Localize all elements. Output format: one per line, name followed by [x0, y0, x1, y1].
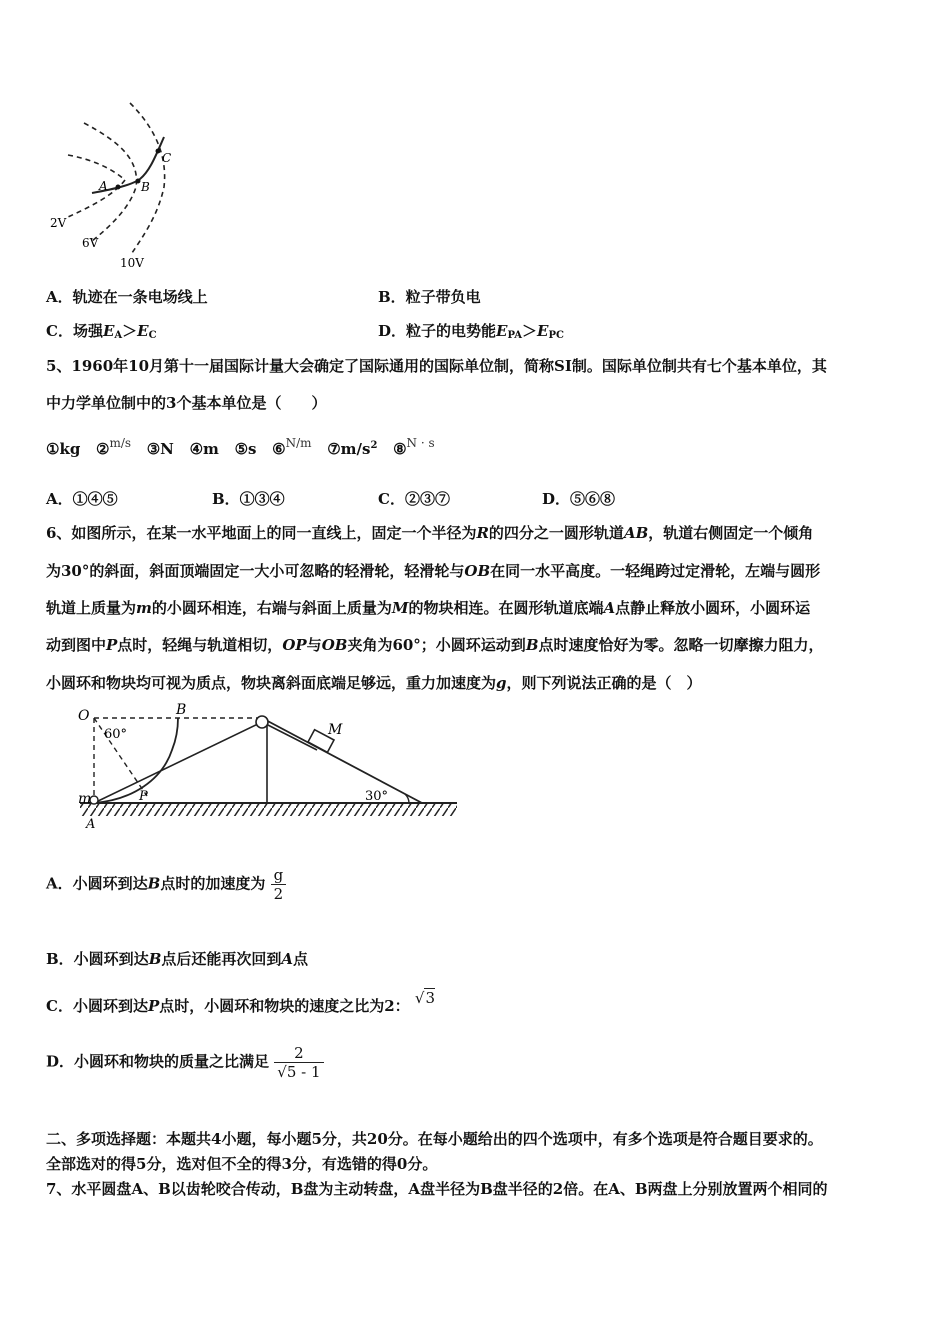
q6-opt-a-num: g — [273, 866, 284, 884]
q6-l4-ob: OB — [321, 636, 348, 654]
q6-stem-line1 — [46, 522, 813, 543]
q4-option-c — [46, 320, 157, 341]
q6-opt-a-fraction — [271, 866, 287, 903]
q6-l2-b: 在同一水平高度。一轻绳跨过定滑轮，左端与圆形 — [490, 562, 821, 580]
q6-opt-c-sqrt-sign: √ — [414, 989, 425, 1007]
q6-opt-d-fraction — [274, 1044, 323, 1081]
q6-l3-b: 的小圆环相连，右端与斜面上质量为 — [151, 599, 392, 617]
rope-right — [262, 722, 317, 750]
q6-opt-a-b: B — [147, 874, 161, 893]
q6-l5-g: g — [496, 674, 507, 692]
track-incline-figure — [72, 700, 462, 830]
q5-stem-line2: 中力学单位制中的3个基本单位是（ ） — [46, 394, 327, 412]
equipotential-figure — [40, 95, 190, 275]
q4-option-d-gt: ＞ — [522, 322, 538, 340]
q4-option-c-e1: E — [102, 322, 115, 340]
q4-option-b: B．粒子带负电 — [378, 288, 481, 306]
q4-option-c-prefix: C．场强 — [46, 322, 103, 340]
q6-opt-a-den: 2 — [271, 884, 287, 903]
q6-stem-line3 — [46, 597, 810, 618]
q6-l5-b: ，则下列说法正确的是（ ） — [506, 674, 702, 692]
q4-option-c-gt: ＞ — [122, 322, 138, 340]
q6-l3-c: 的物块相连。在圆形轨道底端 — [408, 599, 604, 617]
q5-unit-2-value: m/s — [109, 436, 132, 450]
q6-opt-a-pre: A．小圆环到达 — [46, 874, 148, 893]
point-c-dot — [156, 149, 161, 154]
label-o: O — [78, 708, 90, 724]
q6-l3-M: M — [391, 599, 409, 617]
q6-l5-a: 小圆环和物块均可视为质点，物块离斜面底端足够远，重力加速度为 — [46, 674, 497, 692]
q4-option-a: A．轨迹在一条电场线上 — [46, 288, 208, 306]
q6-l4-op: OP — [282, 636, 307, 654]
q4-option-d-e2: E — [537, 322, 549, 340]
q6-opt-d-den-radicand: 5 — [286, 1063, 297, 1081]
q6-l4-p: P — [106, 636, 118, 654]
label-block-m: M — [328, 722, 343, 738]
q4-option-d-s1: PA — [507, 330, 523, 341]
q5-units-row — [46, 436, 435, 458]
section2-line2: 全部选对的得5分，选对但不全的得3分，有选错的得0分。 — [46, 1155, 438, 1173]
q5-unit-7-mark: ⑦m/s — [327, 440, 371, 458]
q6-l1-c: ，轨道右侧固定一个倾角 — [648, 524, 814, 542]
label-60: 60° — [104, 727, 128, 742]
q6-opt-b-a: A — [281, 950, 294, 968]
point-a-dot — [116, 185, 121, 190]
equipotential-line-10v — [130, 103, 165, 253]
q6-l1-a: 6、如图所示，在某一水平地面上的同一直线上，固定一个半径为 — [46, 524, 477, 542]
q5-option-d: D．⑤⑥⑧ — [542, 490, 616, 508]
q5-unit-2-mark: ② — [96, 440, 110, 458]
q4-option-d-prefix: D．粒子的电势能 — [378, 322, 497, 340]
q6-opt-c-post: 点时，小圆环和物块的速度之比为2： — [159, 997, 410, 1015]
q6-opt-b-pre: B．小圆环到达 — [46, 950, 149, 968]
q6-l4-B: B — [525, 636, 539, 654]
q6-l3-A: A — [603, 599, 616, 617]
q4-option-c-s1: A — [114, 330, 123, 341]
q6-l4-c: 与 — [306, 636, 322, 654]
q5-unit-3: ③N — [146, 440, 174, 458]
q6-l3-a: 轨道上质量为 — [46, 599, 137, 617]
q5-unit-1: ①kg — [46, 440, 81, 458]
label-2v: 2V — [50, 216, 67, 230]
q6-opt-a-post: 点时的加速度为 — [160, 874, 266, 893]
label-a: A — [86, 817, 96, 830]
q6-option-b — [46, 948, 308, 969]
q5-unit-8-mark: ⑧ — [393, 440, 407, 458]
q4-option-d — [378, 320, 564, 341]
q6-opt-d-den — [274, 1062, 323, 1081]
q4-option-d-e1: E — [496, 322, 508, 340]
q6-opt-b-post: 点 — [293, 950, 309, 968]
pulley — [256, 716, 268, 728]
label-6v: 6V — [82, 236, 99, 250]
label-10v: 10V — [120, 256, 144, 270]
q6-l2-ob: OB — [464, 562, 491, 580]
q6-stem-line2 — [46, 560, 820, 581]
ground-hatching — [80, 804, 457, 816]
q6-l1-ab: AB — [623, 524, 649, 542]
q6-option-a — [46, 866, 286, 903]
q5-unit-6-mark: ⑥ — [272, 440, 286, 458]
q5-unit-7-exp: 2 — [370, 440, 378, 451]
q6-option-d — [46, 1044, 324, 1081]
q6-opt-d-pre: D．小圆环和物块的质量之比满足 — [46, 1052, 270, 1071]
q5-option-b: B．①③④ — [212, 490, 285, 508]
q6-stem-line4 — [46, 634, 824, 655]
q5-unit-5: ⑤s — [234, 440, 257, 458]
q4-option-d-s2: PC — [548, 330, 564, 341]
label-a: A — [99, 179, 108, 193]
q7-stem-line1: 7、水平圆盘A、B以齿轮咬合传动，B盘为主动转盘，A盘半径为B盘半径的2倍。在A、B两盘上分别放置两个相同的 — [46, 1180, 828, 1198]
q6-l3-m: m — [136, 599, 152, 617]
q4-option-c-e2: E — [137, 322, 149, 340]
q6-l4-b: 点时，轻绳与轨道相切， — [117, 636, 283, 654]
equipotential-line-6v — [84, 123, 136, 241]
section2-line1: 二、多项选择题：本题共4小题，每小题5分，共20分。在每小题给出的四个选项中，有多个选项是符合题目要求的。 — [46, 1130, 823, 1148]
q5-stem-line1: 5、1960年10月第十一届国际计量大会确定了国际通用的国际单位制，简称SI制。国际单位制共有七个基本单位，其 — [46, 357, 827, 375]
q6-l1-b: 的四分之一圆形轨道 — [488, 524, 624, 542]
q6-opt-c-p: P — [147, 997, 160, 1015]
q6-l2-a: 为30°的斜面，斜面顶端固定一大小可忽略的轻滑轮，轻滑轮与 — [46, 562, 465, 580]
q6-opt-d-den-rest: - 1 — [296, 1063, 321, 1081]
q6-opt-c-sqrt3 — [415, 989, 435, 1007]
q6-l4-d: 夹角为60°；小圆环运动到 — [347, 636, 526, 654]
q5-option-c: C．②③⑦ — [378, 490, 450, 508]
q6-option-c — [46, 989, 436, 1016]
q6-opt-c-pre: C．小圆环到达 — [46, 997, 148, 1015]
q5-unit-4: ④m — [189, 440, 219, 458]
q6-l4-e: 点时速度恰好为零。忽略一切摩擦力阻力， — [538, 636, 824, 654]
q6-opt-b-b: B — [148, 950, 162, 968]
q5-unit-8-value: N · s — [406, 436, 435, 450]
q6-l4-a: 动到图中 — [46, 636, 107, 654]
q6-stem-line5 — [46, 672, 702, 693]
q6-l3-d: 点静止释放小圆环，小圆环运 — [615, 599, 811, 617]
q6-l1-r: R — [476, 524, 489, 542]
label-p: P — [139, 789, 148, 804]
point-b-dot — [136, 179, 141, 184]
label-30: 30° — [365, 789, 389, 804]
q6-opt-d-num: 2 — [294, 1044, 304, 1062]
label-b: B — [176, 702, 187, 718]
label-c: C — [162, 151, 172, 165]
q6-opt-c-radicand: 3 — [425, 989, 436, 1007]
q5-option-a: A．①④⑤ — [46, 490, 118, 508]
q5-unit-6-value: N/m — [285, 436, 312, 450]
label-b: B — [141, 180, 150, 194]
label-ring-m: m — [78, 791, 92, 807]
q6-opt-d-den-sqrt: √ — [277, 1063, 287, 1081]
q4-option-c-s2: C — [148, 330, 157, 341]
q6-opt-b-mid: 点后还能再次回到 — [161, 950, 282, 968]
